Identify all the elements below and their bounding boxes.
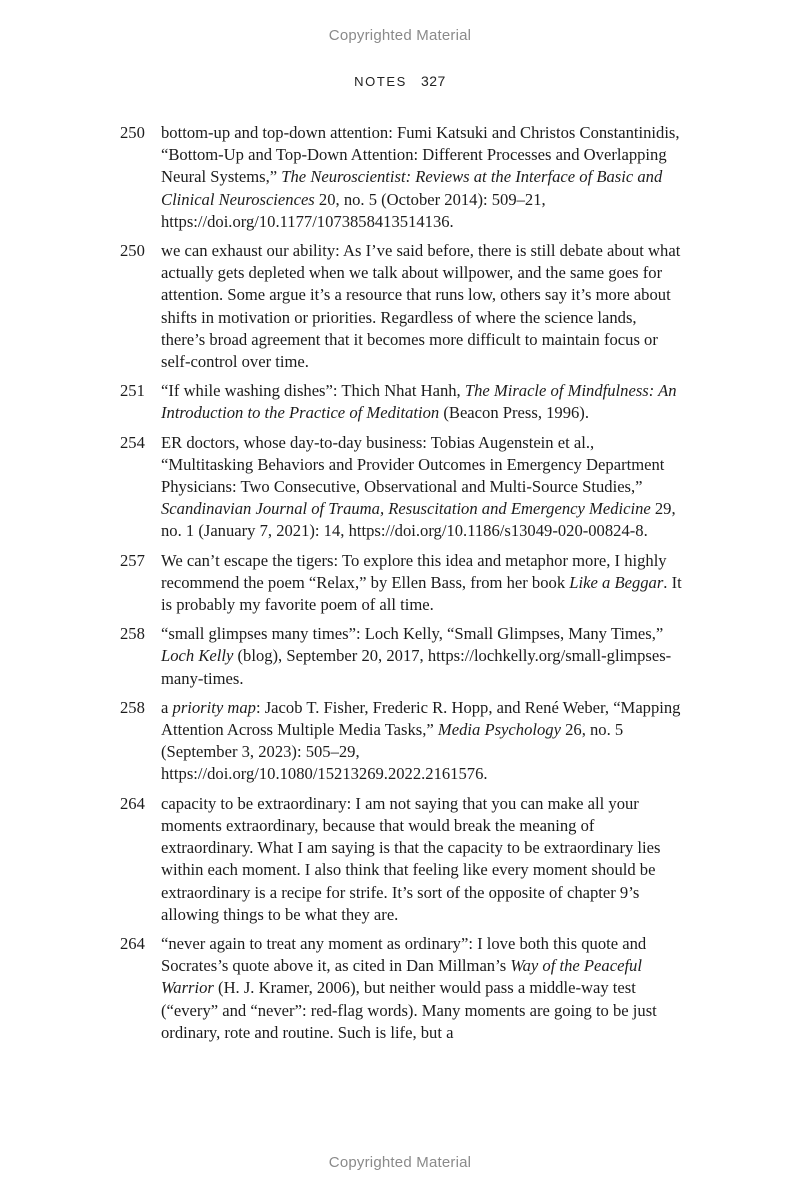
note-text-part: 20, no. 5 (October 2014): 509–21, https://doi.org/10.1177/1073858413514136. xyxy=(161,189,546,231)
note-page-ref: 264 xyxy=(120,933,145,953)
note-text-part: “If while washing dishes”: Thich Nhat Hanh, xyxy=(161,381,465,401)
running-head xyxy=(0,73,800,89)
note-text xyxy=(161,623,682,690)
note-text-italic: Media Psychology xyxy=(437,720,561,740)
page-number: 327 xyxy=(420,73,446,89)
note-text-italic: Loch Kelly xyxy=(161,646,234,666)
note-text xyxy=(161,122,682,233)
note-page-ref: 251 xyxy=(120,381,145,401)
note-text-part: 26, no. 5 (September 3, 2023): 505–29, https://doi.org/10.1080/15213269.2022.2161576. xyxy=(161,720,624,784)
note-text-part: . It is probably my favorite poem of all time. xyxy=(161,572,682,615)
section-label: NOTES xyxy=(354,74,407,89)
note-text xyxy=(161,793,682,926)
note-text-part: (Beacon Press, 1996). xyxy=(439,403,589,423)
note-text-part: we can exhaust our ability: As I’ve said before, there is still debate about what actually gets depleted when we talk about willpower, and the same goes for attention. Some argue it’s a resource that runs low, others say it’s more about shifts in motivation or priorities. Regardless of where the science lands, there’s broad agreement that it becomes more difficult to maintain focus or self-control over time. xyxy=(161,241,681,372)
note-entry xyxy=(120,623,682,690)
note-text-part: “small glimpses many times”: Loch Kelly, “Small Glimpses, Many Times,” xyxy=(161,624,664,644)
note-text-part: a xyxy=(161,697,173,717)
note-page-ref: 250 xyxy=(120,241,145,261)
note-entry xyxy=(120,793,682,926)
copyright-watermark-top: Copyrighted Material xyxy=(328,27,472,44)
note-text-part: (blog), September 20, 2017, https://lochkelly.org/small-glimpses-many-times. xyxy=(161,646,672,688)
note-page-ref: 264 xyxy=(120,793,145,813)
note-text-italic: priority map xyxy=(172,697,256,717)
note-page-ref: 258 xyxy=(120,624,145,644)
note-text xyxy=(161,380,682,424)
note-text-part: ER doctors, whose day-to-day business: Tobias Augenstein et al., “Multitasking Behaviors and Provider Outcomes in Emergency Department Physicians: Two Consecutive, Observational and Multi-Source Studies,” xyxy=(161,432,665,497)
note-page-ref: 258 xyxy=(120,697,145,717)
note-text-part: “never again to treat any moment as ordinary”: I love both this quote and Socrates’s quote above it, as cited in Dan Millman’s xyxy=(161,933,647,976)
note-text xyxy=(161,550,682,617)
note-entry xyxy=(120,432,682,543)
note-entry xyxy=(120,122,682,233)
note-text-italic: The Neuroscientist: Reviews at the Interface of Basic and Clinical Neurosciences xyxy=(161,167,663,209)
note-entry xyxy=(120,380,682,424)
note-text xyxy=(161,933,682,1044)
note-text-part: bottom-up and top-down attention: Fumi Katsuki and Christos Constantinidis, “Bottom-Up and Top-Down Attention: Different Processes and Overlapping Neural Systems,” xyxy=(161,123,680,187)
note-text-part: : Jacob T. Fisher, Frederic R. Hopp, and René Weber, “Mapping Attention Across Multiple Media Tasks,” xyxy=(161,697,681,740)
note-text-italic: Scandinavian Journal of Trauma, Resuscitation and Emergency Medicine xyxy=(161,499,651,519)
note-page-ref: 250 xyxy=(120,123,145,142)
note-text-italic: Way of the Peaceful Warrior xyxy=(161,956,642,998)
note-text xyxy=(161,240,682,373)
note-text-italic: The Miracle of Mindfulness: An Introduction to the Practice of Meditation xyxy=(161,381,677,423)
note-page-ref: 257 xyxy=(120,550,145,570)
note-text-italic: Like a Beggar xyxy=(569,572,664,592)
note-text-part: (H. J. Kramer, 2006), but neither would pass a middle-way test (“every” and “never”: red-flag words). Many moments are going to be just ordinary, rote and routine. Such is life, but a xyxy=(161,978,657,1042)
note-text xyxy=(161,432,682,543)
note-entry xyxy=(120,933,682,1044)
note-text xyxy=(161,697,682,786)
notes-list xyxy=(120,122,682,1051)
note-text-part: 29, no. 1 (January 7, 2021): 14, https://doi.org/10.1186/s13049-020-00824-8. xyxy=(161,499,676,541)
note-entry xyxy=(120,240,682,373)
note-text-part: We can’t escape the tigers: To explore this idea and metaphor more, I highly recommend the poem “Relax,” by Ellen Bass, from her book xyxy=(161,550,667,592)
note-entry xyxy=(120,697,682,786)
note-text-part: capacity to be extraordinary: I am not saying that you can make all your moments extraordinary, because that would break the meaning of extraordinary. What I am saying is that the capacity to be extraordinary lies within each moment. I also think that feeling like every moment should be extraordinary is a recipe for strife. It’s sort of the opposite of chapter 9’s allowing things to be what they are. xyxy=(161,793,661,924)
note-entry xyxy=(120,550,682,617)
note-page-ref: 254 xyxy=(120,432,145,452)
copyright-watermark-bottom: Copyrighted Material xyxy=(328,1154,472,1171)
